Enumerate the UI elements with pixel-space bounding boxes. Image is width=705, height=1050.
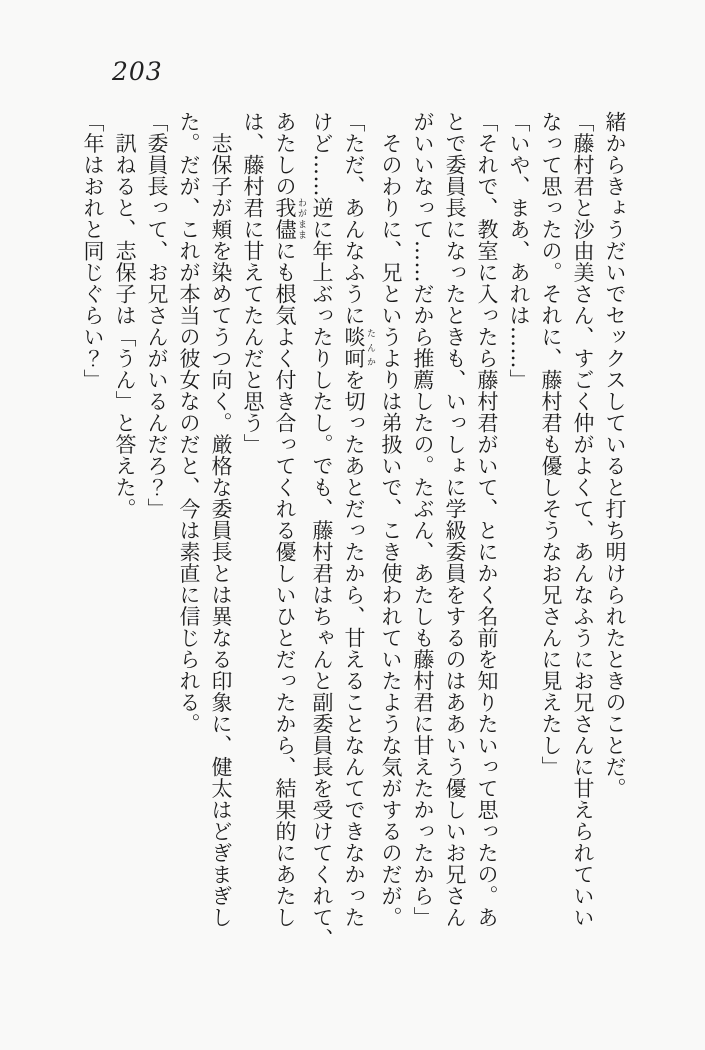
text-line: 「ただ、あんなふうに啖呵 たんかを切ったあとだったから、甘えることなんてできなかった (342, 111, 375, 928)
text-line: 「いや、まあ、あれは……」 (507, 111, 531, 391)
text-line: けど……逆に年上ぶったりしたし。でも、藤村君はちゃんと副委員長を受けてくれて、 (310, 111, 334, 950)
text-line: そのわりに、兄というよりは弟扱いで、こき使われていたような気がするのだが。 (379, 111, 403, 928)
text-line: 志保子が頬を染めてうつ向く。厳格な委員長とは異なる印象に、健太はどぎまぎし (209, 111, 233, 928)
text-line: 「委員長って、お兄さんがいるんだろ？」 (145, 111, 169, 520)
text-line: た。だが、これが本当の彼女なのだと、今は素直に信じられる。 (177, 111, 201, 735)
text-line: なって思ったの。それに、藤村君も優しそうなお兄さんに見えたし」 (539, 111, 563, 778)
text-line: 「藤村君と沙由美さん、すごく仲がよくて、あんなふうにお兄さんに甘えられていい (571, 111, 595, 928)
text-line: は、藤村君に甘えてたんだと思う」 (241, 111, 265, 455)
text-line: あたしの我儘 わがままにも根気よく付き合ってくれる優しいひとだったから、結果的にあたし (273, 111, 306, 928)
ruby-annotated-word: 我儘 わがまま (273, 197, 306, 240)
text-line: がいいなって……だから推薦したの。たぶん、あたしも藤村君に甘えたかったから」 (411, 111, 435, 928)
page-text (77, 111, 631, 956)
text-line: 緒からきょうだいでセックスしていると打ち明けられたときのことだ。 (603, 111, 627, 799)
page-number: 203 (112, 57, 163, 86)
ruby-annotated-word: 啖呵 たんか (342, 326, 375, 369)
text-line: とで委員長になったときも、いっしょに学級委員をするのはああいう優しいお兄さん (443, 111, 467, 928)
text-line: 「それで、教室に入ったら藤村君がいて、とにかく名前を知りたいって思ったの。あ (475, 111, 499, 928)
text-line: 訊ねると、志保子は「うん」と答えた。 (113, 111, 137, 520)
text-line: 「年はおれと同じぐらい？」 (81, 111, 105, 391)
